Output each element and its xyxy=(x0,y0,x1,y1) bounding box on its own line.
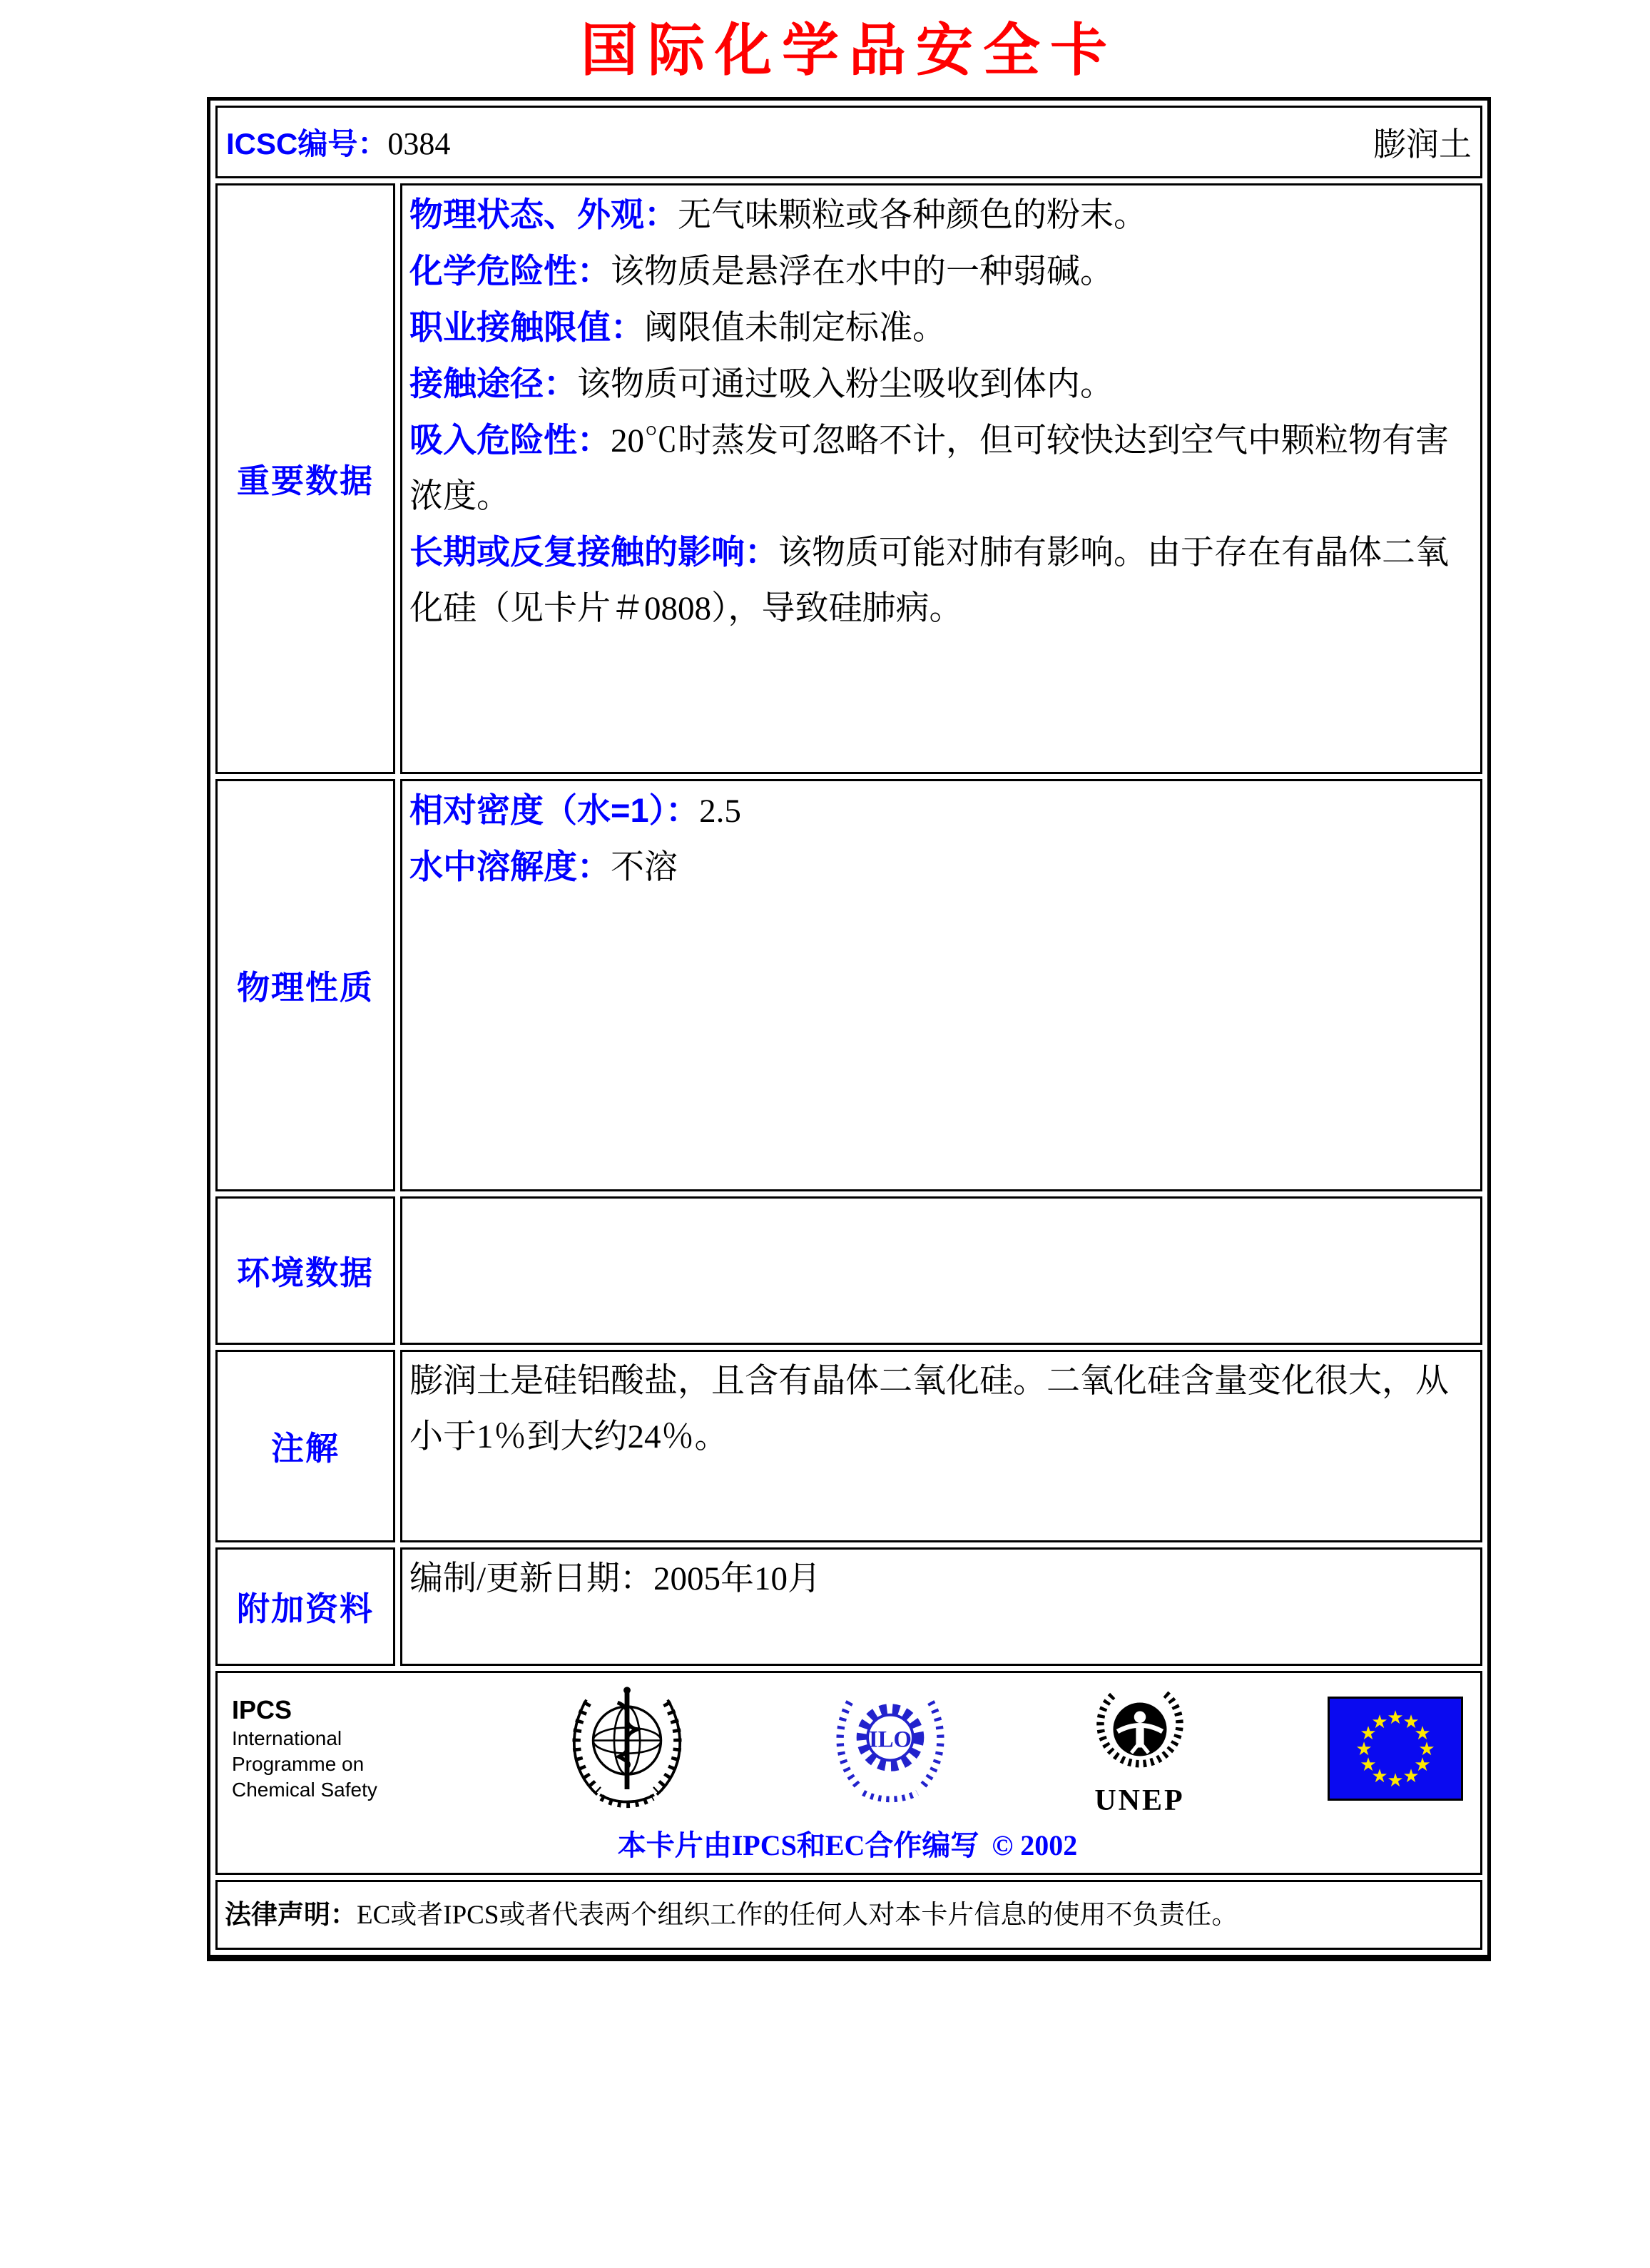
icsc-number-field xyxy=(226,121,450,163)
important-item-physical-state: 物理状态、外观：无气味颗粒或各种颜色的粉末。 xyxy=(409,195,1147,234)
physical-item-relative-density: 相对密度（水=1）：2.5 xyxy=(409,791,741,830)
page-title: 国际化学品安全卡 xyxy=(581,20,1117,83)
section-content-environmental-data xyxy=(400,1196,1482,1345)
credit-line xyxy=(232,1823,1463,1863)
important-item-inhalation-risk: 吸入危险性：20℃时蒸发可忽略不计，但可较快达到空气中颗粒物有害浓度。 xyxy=(409,421,1449,515)
eu-star-icon: ★ xyxy=(1418,1739,1435,1760)
ilo-letters: ILO xyxy=(869,1727,912,1753)
ipcs-acronym: IPCS xyxy=(232,1695,292,1724)
section-row-notes xyxy=(215,1350,1482,1542)
additional-info-date: 编制/更新日期：2005年10月 xyxy=(409,1560,822,1597)
notes-text: 膨润土是硅铝酸盐，且含有晶体二氧化硅。二氧化硅含量变化很大，从小于1％到大约24％。 xyxy=(409,1363,1449,1455)
unep-logo-block xyxy=(1086,1680,1193,1818)
section-content-additional-information xyxy=(400,1547,1482,1666)
who-logo-icon xyxy=(559,1681,695,1816)
important-item-chemical-danger: 化学危险性：该物质是悬浮在水中的一种弱碱。 xyxy=(409,252,1114,290)
ilo-logo-icon xyxy=(829,1685,952,1812)
section-label-cell-environmental-data xyxy=(215,1196,395,1345)
section-label-physical-properties: 物理性质 xyxy=(237,969,374,1006)
section-label-cell-additional-information xyxy=(215,1547,395,1666)
section-row-important-data xyxy=(215,183,1482,774)
logos-row xyxy=(232,1677,1463,1820)
header-cell xyxy=(215,106,1482,178)
copyright-text: © 2002 xyxy=(992,1829,1078,1861)
eu-star-icon: ★ xyxy=(1402,1712,1420,1733)
ipcs-text-block xyxy=(232,1694,424,1803)
section-label-notes: 注解 xyxy=(271,1430,340,1467)
icsc-number-label: ICSC编号： xyxy=(226,127,388,161)
legal-row xyxy=(215,1880,1482,1950)
chemical-name: 膨润土 xyxy=(1373,126,1472,163)
ipcs-line-2: Programme on xyxy=(232,1753,365,1775)
eu-star-icon: ★ xyxy=(1360,1723,1377,1744)
section-row-additional-information xyxy=(215,1547,1482,1666)
eu-star-icon: ★ xyxy=(1355,1739,1373,1760)
credit-text: 本卡片由IPCS和EC合作编写 xyxy=(617,1829,979,1861)
eu-star-icon: ★ xyxy=(1387,1770,1404,1791)
eu-star-icon: ★ xyxy=(1414,1723,1431,1744)
section-row-environmental-data xyxy=(215,1196,1482,1345)
section-row-physical-properties xyxy=(215,779,1482,1191)
section-label-cell-important-data xyxy=(215,183,395,774)
section-content-important-data xyxy=(400,183,1482,774)
footer-row xyxy=(215,1671,1482,1875)
legal-cell xyxy=(215,1880,1482,1950)
header-row xyxy=(215,106,1482,178)
eu-star-icon: ★ xyxy=(1402,1766,1420,1787)
ipcs-line-3: Chemical Safety xyxy=(232,1779,377,1801)
ipcs-line-1: International xyxy=(232,1727,342,1749)
eu-star-icon: ★ xyxy=(1371,1712,1388,1733)
eu-star-icon: ★ xyxy=(1414,1754,1431,1776)
section-label-environmental-data: 环境数据 xyxy=(237,1254,374,1291)
unep-caption: UNEP xyxy=(1094,1784,1185,1817)
eu-flag-icon xyxy=(1328,1697,1463,1801)
important-item-exposure-route: 接触途径：该物质可通过吸入粉尘吸收到体内。 xyxy=(409,365,1114,403)
eu-star-icon: ★ xyxy=(1387,1707,1404,1729)
unep-logo-icon xyxy=(1086,1680,1193,1787)
legal-notice-text: EC或者IPCS或者代表两个组织工作的任何人对本卡片信息的使用不负责任。 xyxy=(357,1900,1238,1930)
important-item-exposure-limit: 职业接触限值：阈限值未制定标准。 xyxy=(409,308,946,347)
section-label-cell-physical-properties xyxy=(215,779,395,1191)
eu-star-icon: ★ xyxy=(1371,1766,1388,1787)
legal-notice-label: 法律声明： xyxy=(225,1899,357,1929)
icsc-card-table xyxy=(207,97,1491,1961)
important-item-long-term-effects: 长期或反复接触的影响：该物质可能对肺有影响。由于存在有晶体二氧化硅（见卡片＃0808），导致硅肺病。 xyxy=(409,533,1449,627)
footer-cell xyxy=(215,1671,1482,1875)
icsc-number-value: 0384 xyxy=(387,126,451,161)
section-label-important-data: 重要数据 xyxy=(237,462,374,499)
eu-star-icon: ★ xyxy=(1360,1754,1377,1776)
section-content-physical-properties xyxy=(400,779,1482,1191)
section-content-notes xyxy=(400,1350,1482,1542)
physical-item-water-solubility: 水中溶解度：不溶 xyxy=(409,848,678,886)
section-label-cell-notes xyxy=(215,1350,395,1542)
section-label-additional-information: 附加资料 xyxy=(237,1590,374,1627)
